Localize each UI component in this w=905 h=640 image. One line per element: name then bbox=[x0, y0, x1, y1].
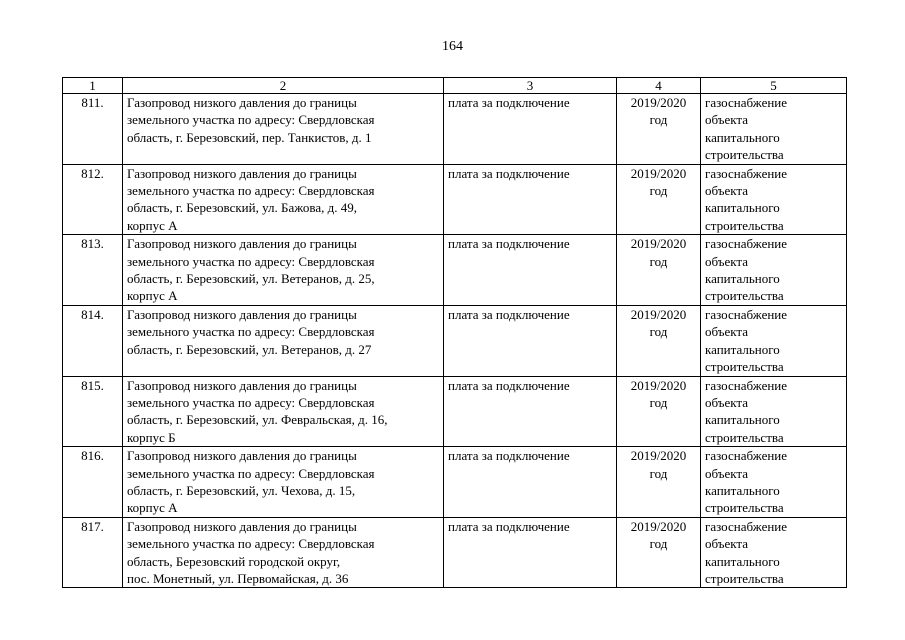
header-cell: 5 bbox=[701, 78, 847, 94]
year-line: год bbox=[649, 324, 668, 340]
purpose-line: газоснабжение bbox=[705, 306, 788, 322]
object-name-line: область, г. Березовский, ул. Февральская, д. 16, bbox=[127, 412, 388, 428]
header-cell: 3 bbox=[444, 78, 617, 94]
table-row bbox=[63, 164, 847, 235]
purpose-line: строительства bbox=[705, 147, 784, 163]
row-number: 812. bbox=[63, 164, 123, 235]
table-row bbox=[63, 94, 847, 165]
purpose-cell bbox=[701, 447, 847, 518]
object-name-line: земельного участка по адресу: Свердловская bbox=[127, 324, 375, 340]
purpose-line: объекта bbox=[705, 112, 749, 128]
table-body bbox=[63, 94, 847, 588]
row-number: 815. bbox=[63, 376, 123, 447]
table-row bbox=[63, 517, 847, 588]
purpose-line: объекта bbox=[705, 465, 749, 481]
purpose-line: капитального bbox=[705, 412, 780, 428]
purpose-cell bbox=[701, 235, 847, 306]
header-cell: 4 bbox=[617, 78, 701, 94]
header-cell: 1 bbox=[63, 78, 123, 94]
year-cell bbox=[617, 164, 701, 235]
investment-table bbox=[62, 77, 847, 588]
purpose-line: объекта bbox=[705, 183, 749, 199]
purpose-cell bbox=[701, 94, 847, 165]
purpose-line: строительства bbox=[705, 217, 784, 233]
header-cell: 2 bbox=[123, 78, 444, 94]
object-name-line: Газопровод низкого давления до границы bbox=[127, 518, 357, 534]
row-number: 816. bbox=[63, 447, 123, 518]
year-line: 2019/2020 bbox=[630, 377, 687, 393]
purpose-line: строительства bbox=[705, 359, 784, 375]
header-row bbox=[63, 78, 847, 94]
object-name-cell bbox=[123, 305, 444, 376]
object-name-line: корпус Б bbox=[127, 429, 176, 445]
object-name-line: Газопровод низкого давления до границы bbox=[127, 377, 357, 393]
purpose-line: объекта bbox=[705, 394, 749, 410]
object-name-line: Газопровод низкого давления до границы bbox=[127, 306, 357, 322]
purpose-cell bbox=[701, 164, 847, 235]
purpose-cell bbox=[701, 517, 847, 588]
purpose-cell bbox=[701, 376, 847, 447]
year-line: 2019/2020 bbox=[630, 448, 687, 464]
object-name-line: земельного участка по адресу: Свердловская bbox=[127, 394, 375, 410]
object-name-line: Газопровод низкого давления до границы bbox=[127, 95, 357, 110]
object-name-line: область, г. Березовский, ул. Ветеранов, д. 27 bbox=[127, 341, 372, 357]
object-name-cell bbox=[123, 376, 444, 447]
object-name-line: корпус А bbox=[127, 500, 178, 516]
purpose-line: газоснабжение bbox=[705, 165, 788, 181]
object-name-line: область, г. Березовский, ул. Ветеранов, д. 25, bbox=[127, 271, 375, 287]
purpose-line: газоснабжение bbox=[705, 236, 788, 252]
object-name-line: земельного участка по адресу: Свердловская bbox=[127, 183, 375, 199]
object-name-cell bbox=[123, 517, 444, 588]
object-name-line: корпус А bbox=[127, 217, 178, 233]
row-number: 813. bbox=[63, 235, 123, 306]
purpose-line: объекта bbox=[705, 324, 749, 340]
row-number: 814. bbox=[63, 305, 123, 376]
year-line: год bbox=[649, 253, 668, 269]
object-name-line: область, г. Березовский, ул. Бажова, д. 49, bbox=[127, 200, 357, 216]
purpose-line: капитального bbox=[705, 271, 780, 287]
year-line: год bbox=[649, 394, 668, 410]
object-name-line: земельного участка по адресу: Свердловская bbox=[127, 536, 375, 552]
object-name-cell bbox=[123, 447, 444, 518]
year-line: год bbox=[649, 465, 668, 481]
purpose-line: капитального bbox=[705, 553, 780, 569]
object-name-cell bbox=[123, 164, 444, 235]
year-cell bbox=[617, 447, 701, 518]
year-line: 2019/2020 bbox=[630, 165, 687, 181]
object-name-line: Газопровод низкого давления до границы bbox=[127, 165, 357, 181]
row-number: 817. bbox=[63, 517, 123, 588]
funding-source: плата за подключение bbox=[444, 305, 617, 376]
object-name-line: область, Березовский городской округ, bbox=[127, 553, 341, 569]
year-cell bbox=[617, 235, 701, 306]
page-number: 164 bbox=[442, 39, 463, 54]
object-name-line: пос. Монетный, ул. Первомайская, д. 36 bbox=[127, 570, 349, 586]
purpose-line: капитального bbox=[705, 129, 780, 145]
row-number: 811. bbox=[63, 94, 123, 165]
funding-source: плата за подключение bbox=[444, 235, 617, 306]
purpose-line: газоснабжение bbox=[705, 448, 788, 464]
object-name-line: корпус А bbox=[127, 288, 178, 304]
purpose-line: объекта bbox=[705, 253, 749, 269]
year-line: 2019/2020 bbox=[630, 236, 687, 252]
object-name-cell bbox=[123, 94, 444, 165]
object-name-line: область, г. Березовский, ул. Чехова, д. 15, bbox=[127, 482, 356, 498]
funding-source: плата за подключение bbox=[444, 94, 617, 165]
purpose-line: строительства bbox=[705, 500, 784, 516]
purpose-line: капитального bbox=[705, 482, 780, 498]
year-line: год bbox=[649, 183, 668, 199]
object-name-line: Газопровод низкого давления до границы bbox=[127, 448, 357, 464]
purpose-line: строительства bbox=[705, 288, 784, 304]
funding-source: плата за подключение bbox=[444, 376, 617, 447]
year-cell bbox=[617, 517, 701, 588]
year-cell bbox=[617, 94, 701, 165]
purpose-line: капитального bbox=[705, 341, 780, 357]
table-row bbox=[63, 305, 847, 376]
purpose-line: строительства bbox=[705, 429, 784, 445]
year-cell bbox=[617, 376, 701, 447]
object-name-line: Газопровод низкого давления до границы bbox=[127, 236, 357, 252]
table-row bbox=[63, 376, 847, 447]
year-line: 2019/2020 bbox=[630, 518, 687, 534]
year-line: 2019/2020 bbox=[630, 306, 687, 322]
purpose-line: капитального bbox=[705, 200, 780, 216]
purpose-line: строительства bbox=[705, 570, 784, 586]
purpose-line: газоснабжение bbox=[705, 377, 788, 393]
purpose-cell bbox=[701, 305, 847, 376]
funding-source: плата за подключение bbox=[444, 164, 617, 235]
year-line: 2019/2020 bbox=[630, 95, 687, 110]
object-name-line: земельного участка по адресу: Свердловская bbox=[127, 253, 375, 269]
table-row bbox=[63, 447, 847, 518]
purpose-line: объекта bbox=[705, 536, 749, 552]
year-line: год bbox=[649, 112, 668, 128]
year-cell bbox=[617, 305, 701, 376]
purpose-line: газоснабжение bbox=[705, 95, 788, 110]
object-name-line: земельного участка по адресу: Свердловская bbox=[127, 465, 375, 481]
object-name-cell bbox=[123, 235, 444, 306]
funding-source: плата за подключение bbox=[444, 447, 617, 518]
purpose-line: газоснабжение bbox=[705, 518, 788, 534]
table-row bbox=[63, 235, 847, 306]
object-name-line: земельного участка по адресу: Свердловская bbox=[127, 112, 375, 128]
object-name-line: область, г. Березовский, пер. Танкистов, д. 1 bbox=[127, 129, 372, 145]
funding-source: плата за подключение bbox=[444, 517, 617, 588]
year-line: год bbox=[649, 536, 668, 552]
